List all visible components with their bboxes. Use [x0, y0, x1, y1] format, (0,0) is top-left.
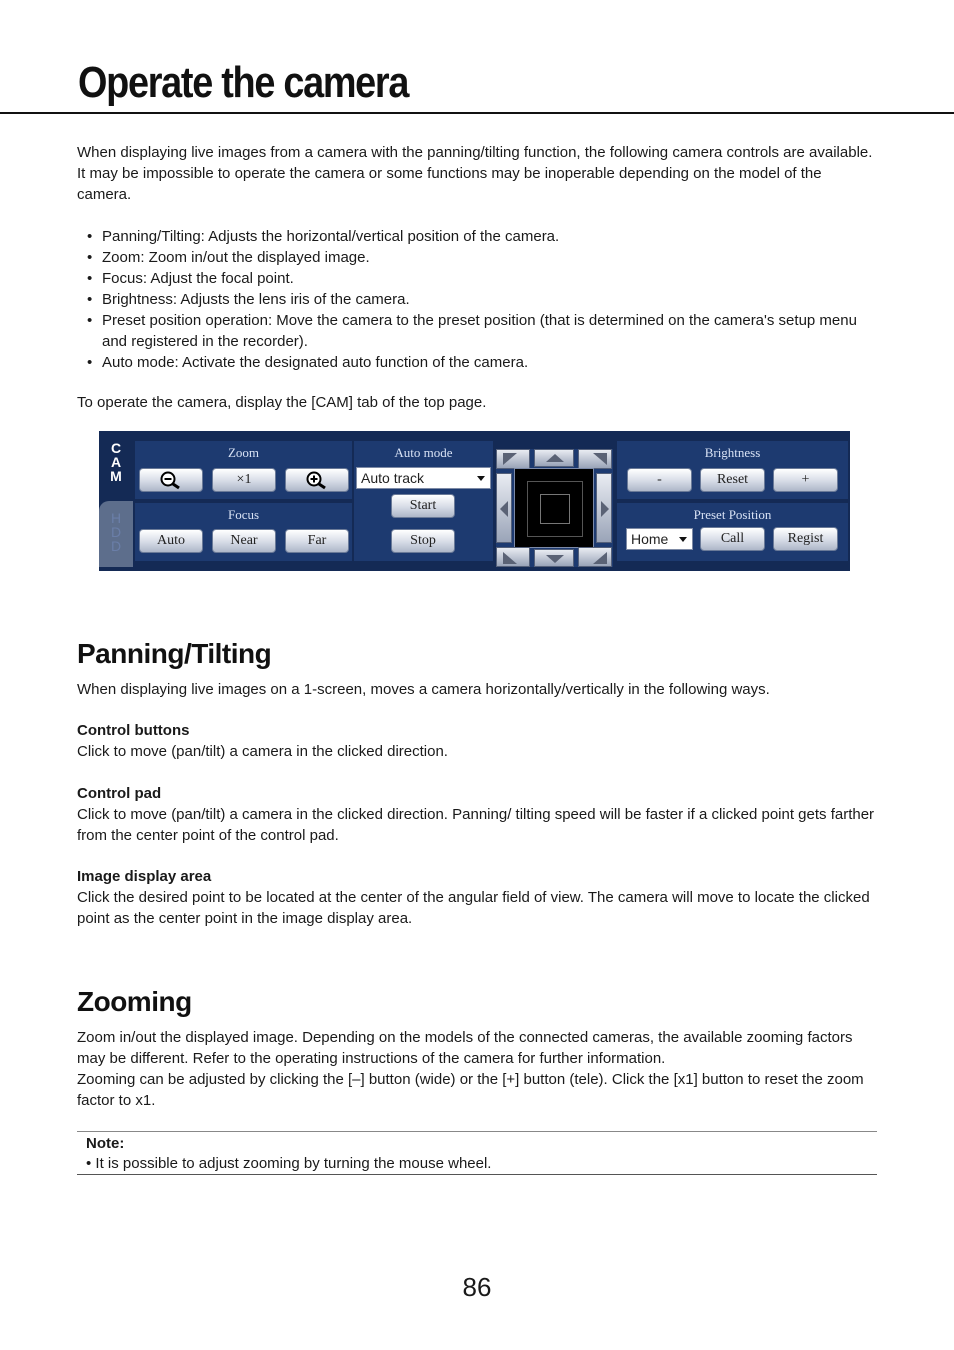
arrow-right-icon	[601, 501, 609, 517]
zoom-group	[135, 441, 352, 499]
panning-intro: When displaying live images on a 1-screen, moves a camera horizontally/vertically in the following ways.	[77, 681, 770, 698]
pan-tilt-control-pad[interactable]	[496, 449, 613, 567]
focus-auto-button[interactable]: Auto	[139, 529, 203, 553]
auto-mode-selected: Auto track	[361, 470, 425, 486]
note-bullet: • It is possible to adjust zooming by turning the mouse wheel.	[86, 1155, 492, 1172]
tab-hdd[interactable]	[99, 501, 133, 567]
subheading: Control buttons	[77, 722, 190, 739]
tab-letter: A	[110, 454, 122, 470]
zoom-label: Zoom	[227, 445, 260, 460]
list-item: • Auto mode: Activate the designated auto function of the camera.	[77, 352, 877, 373]
list-item: • Focus: Adjust the focal point.	[77, 268, 877, 289]
arrow-up-icon	[546, 454, 564, 462]
auto-stop-button[interactable]: Stop	[391, 529, 455, 553]
preset-regist-button[interactable]: Regist	[773, 527, 838, 551]
subheading: Image display area	[77, 868, 212, 885]
preset-selected: Home	[631, 531, 669, 547]
arrow-left-icon	[500, 501, 508, 517]
note-title: Note:	[86, 1135, 125, 1152]
subheading: Control pad	[77, 785, 162, 802]
arrow-down-left-icon	[503, 552, 517, 564]
zoom-reset-button[interactable]: ×1	[212, 468, 276, 492]
section-heading-zooming: Zooming	[77, 986, 192, 1017]
page-title: Operate the camera	[78, 58, 409, 107]
brightness-plus-button[interactable]: +	[773, 468, 838, 492]
camera-control-panel	[99, 431, 850, 571]
preset-label: Preset Position	[693, 507, 772, 522]
pan-down-right-button[interactable]	[578, 547, 612, 567]
control-pad-block	[77, 783, 877, 846]
list-item: • Panning/Tilting: Adjusts the horizontal/vertical position of the camera.	[77, 226, 877, 247]
control-pad-center[interactable]	[514, 468, 594, 548]
tab-letter: D	[110, 524, 122, 540]
brightness-reset-button[interactable]: Reset	[700, 468, 765, 492]
control-buttons-block	[77, 720, 877, 762]
zoom-in-button[interactable]	[285, 468, 349, 492]
focus-far-button[interactable]: Far	[285, 529, 349, 553]
tab-cam[interactable]	[99, 441, 133, 497]
subtext: Click to move (pan/tilt) a camera in the clicked direction.	[77, 743, 448, 760]
subtext: Click the desired point to be located at the center of the angular field of view. The camera will move to locate the clicked point as the center point in the image display area.	[77, 889, 870, 927]
list-item: • Preset position operation: Move the camera to the preset position (that is determined on the camera's setup menu and registered in the recorder).	[77, 310, 877, 352]
list-item: • Brightness: Adjusts the lens iris of the camera.	[77, 289, 877, 310]
list-item: • Zoom: Zoom in/out the displayed image.	[77, 247, 877, 268]
preset-call-button[interactable]: Call	[700, 527, 765, 551]
pan-up-right-button[interactable]	[578, 449, 612, 469]
instruction-paragraph: To operate the camera, display the [CAM] tab of the top page.	[77, 394, 487, 411]
tab-letter: M	[110, 468, 122, 484]
page-number: 86	[462, 1272, 492, 1302]
intro-paragraph: When displaying live images from a camera with the panning/tilting function, the following camera controls are available. It may be impossible to operate the camera or some functions may be inoperable depending on the model of the camera.	[77, 144, 873, 203]
focus-label: Focus	[227, 507, 260, 522]
feature-list	[77, 226, 877, 373]
brightness-minus-button[interactable]: -	[627, 468, 692, 492]
tilt-up-button[interactable]	[534, 449, 574, 467]
brightness-group	[617, 441, 848, 499]
note-box	[77, 1131, 877, 1175]
arrow-up-right-icon	[593, 453, 607, 465]
zooming-paragraph-2: Zooming can be adjusted by clicking the [–] button (wide) or the [+] button (tele). Click the [x1] button to reset the zoom factor to x1.	[77, 1071, 864, 1109]
pan-left-button[interactable]	[496, 473, 512, 543]
focus-near-button[interactable]: Near	[212, 529, 276, 553]
zoom-out-button[interactable]	[139, 468, 203, 492]
auto-mode-group	[354, 441, 493, 561]
dropdown-arrow-icon	[679, 537, 687, 542]
subtext: Click to move (pan/tilt) a camera in the clicked direction. Panning/ tilting speed will be faster if a clicked point gets farther from the center point of the control pad.	[77, 806, 875, 844]
zoom-out-icon	[159, 470, 183, 490]
preset-select[interactable]	[626, 528, 693, 550]
focus-group	[135, 503, 352, 561]
pan-down-left-button[interactable]	[496, 547, 530, 567]
arrow-down-right-icon	[593, 552, 607, 564]
brightness-label: Brightness	[704, 445, 761, 460]
title-rule	[0, 112, 954, 114]
tab-letter: H	[110, 510, 122, 526]
auto-mode-select[interactable]	[356, 467, 491, 489]
zooming-paragraph-1: Zoom in/out the displayed image. Depending on the models of the connected cameras, the available zooming factors may be different. Refer to the operating instructions of the camera for further information.	[77, 1029, 853, 1067]
preset-group	[617, 503, 848, 561]
auto-start-button[interactable]: Start	[391, 494, 455, 518]
arrow-down-icon	[546, 555, 564, 563]
dropdown-arrow-icon	[477, 476, 485, 481]
zoom-in-icon	[305, 470, 329, 490]
pan-up-left-button[interactable]	[496, 449, 530, 469]
auto-mode-label: Auto mode	[394, 445, 453, 460]
tab-letter: C	[110, 440, 122, 456]
note-text: It is possible to adjust zooming by turning the mouse wheel.	[95, 1155, 492, 1172]
tab-letter: D	[110, 538, 122, 554]
pan-right-button[interactable]	[596, 473, 612, 543]
tilt-down-button[interactable]	[534, 549, 574, 567]
pad-inner-frame	[540, 494, 570, 524]
arrow-up-left-icon	[503, 453, 517, 465]
image-display-block	[77, 866, 877, 929]
section-heading-panning: Panning/Tilting	[77, 638, 272, 669]
